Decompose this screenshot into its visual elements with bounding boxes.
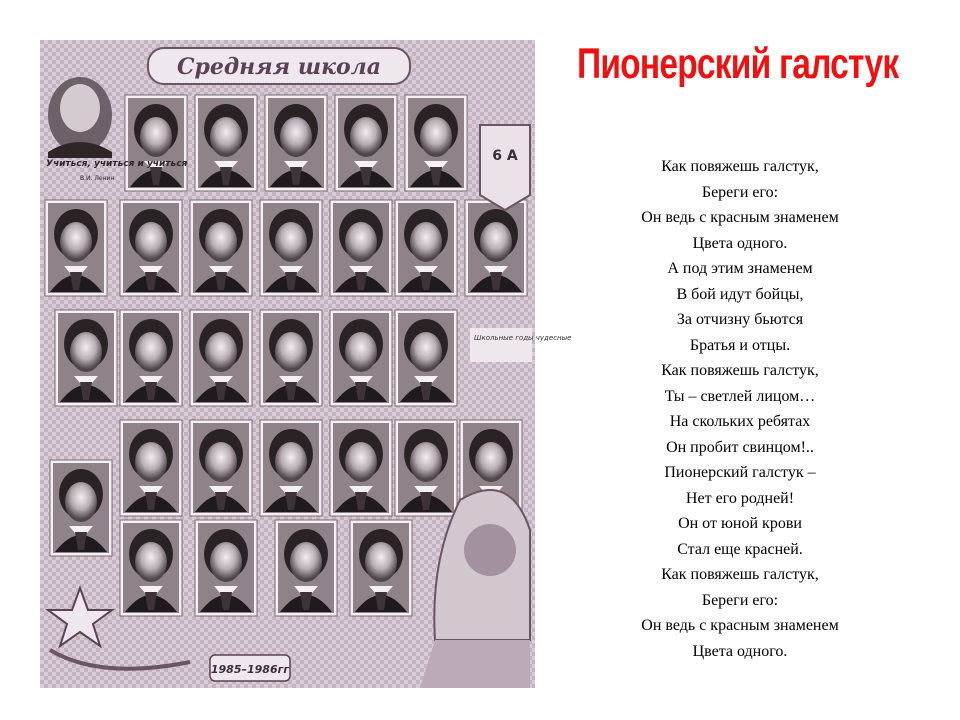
student-photo	[120, 520, 182, 616]
student-photo	[190, 200, 252, 296]
poem-line: Ты – светлей лицом…	[664, 387, 816, 405]
student-photo	[50, 460, 112, 556]
student-photo	[330, 200, 392, 296]
poem-line: На скольких ребятах	[669, 413, 811, 430]
student-photo	[335, 95, 397, 191]
years-label: 1985–1986гг	[210, 663, 290, 676]
student-photo	[265, 95, 327, 191]
poem-line: Он ведь с красным знаменем	[641, 209, 839, 226]
student-photo	[405, 95, 467, 191]
class-badge	[480, 125, 530, 210]
poem-line: Как повяжешь галстук,	[661, 158, 819, 175]
student-photo	[195, 520, 257, 616]
student-photo	[195, 95, 257, 191]
student-photo	[330, 310, 392, 406]
student-photo	[45, 200, 107, 296]
student-photo	[120, 310, 182, 406]
poem-line: Цвета одного.	[692, 234, 788, 252]
poem-line: Нет его родней!	[685, 489, 795, 507]
student-photo	[395, 420, 457, 516]
class-label: 6 А	[492, 148, 518, 164]
student-photo	[55, 310, 117, 406]
poem-line: За отчизну бьются	[676, 311, 804, 328]
student-photo	[465, 200, 527, 296]
student-photo	[275, 520, 337, 616]
student-photo	[190, 310, 252, 406]
student-photo	[260, 200, 322, 296]
svg-text:Школьные годы чудесные: Школьные годы чудесные	[474, 334, 572, 342]
student-photo	[120, 200, 182, 296]
class-photo-poster	[40, 40, 572, 688]
poem-line: Цвета одного.	[692, 642, 788, 660]
poem-line: В бой идут бойцы,	[676, 285, 804, 303]
poem-line: Он от юной крови	[678, 515, 802, 532]
student-photo	[120, 420, 182, 516]
poem-line: Как повяжешь галстук,	[661, 566, 819, 583]
poem-line: Береги его:	[701, 591, 779, 609]
side-caption	[470, 328, 571, 362]
student-photo	[395, 310, 457, 406]
poem-line: Он ведь с красным знаменем	[641, 617, 839, 634]
poem-text	[560, 154, 920, 664]
student-photo	[125, 95, 187, 191]
poem-line: А под этим знаменем	[667, 260, 813, 277]
svg-text:В.И. Ленин: В.И. Ленин	[80, 175, 115, 182]
svg-text:Учиться, учиться и учиться: Учиться, учиться и учиться	[46, 159, 188, 169]
years-ribbon	[210, 655, 290, 681]
page-title: Пионерский галстук	[577, 40, 899, 88]
student-photo	[350, 520, 412, 616]
student-photo	[190, 420, 252, 516]
poem-line: Как повяжешь галстук,	[661, 362, 819, 379]
poem-line: Береги его:	[701, 183, 779, 201]
poem-line: Стал еще красней.	[677, 540, 803, 558]
student-photo	[395, 200, 457, 296]
poem-line: Он пробит свинцом!..	[666, 438, 814, 456]
student-photo	[260, 420, 322, 516]
student-photo	[260, 310, 322, 406]
poster-header-text: Средняя школа	[176, 54, 382, 80]
poem-line: Братья и отцы.	[689, 336, 791, 354]
poster-header	[148, 48, 410, 84]
student-photo	[330, 420, 392, 516]
poem-line: Пионерский галстук –	[664, 464, 816, 481]
